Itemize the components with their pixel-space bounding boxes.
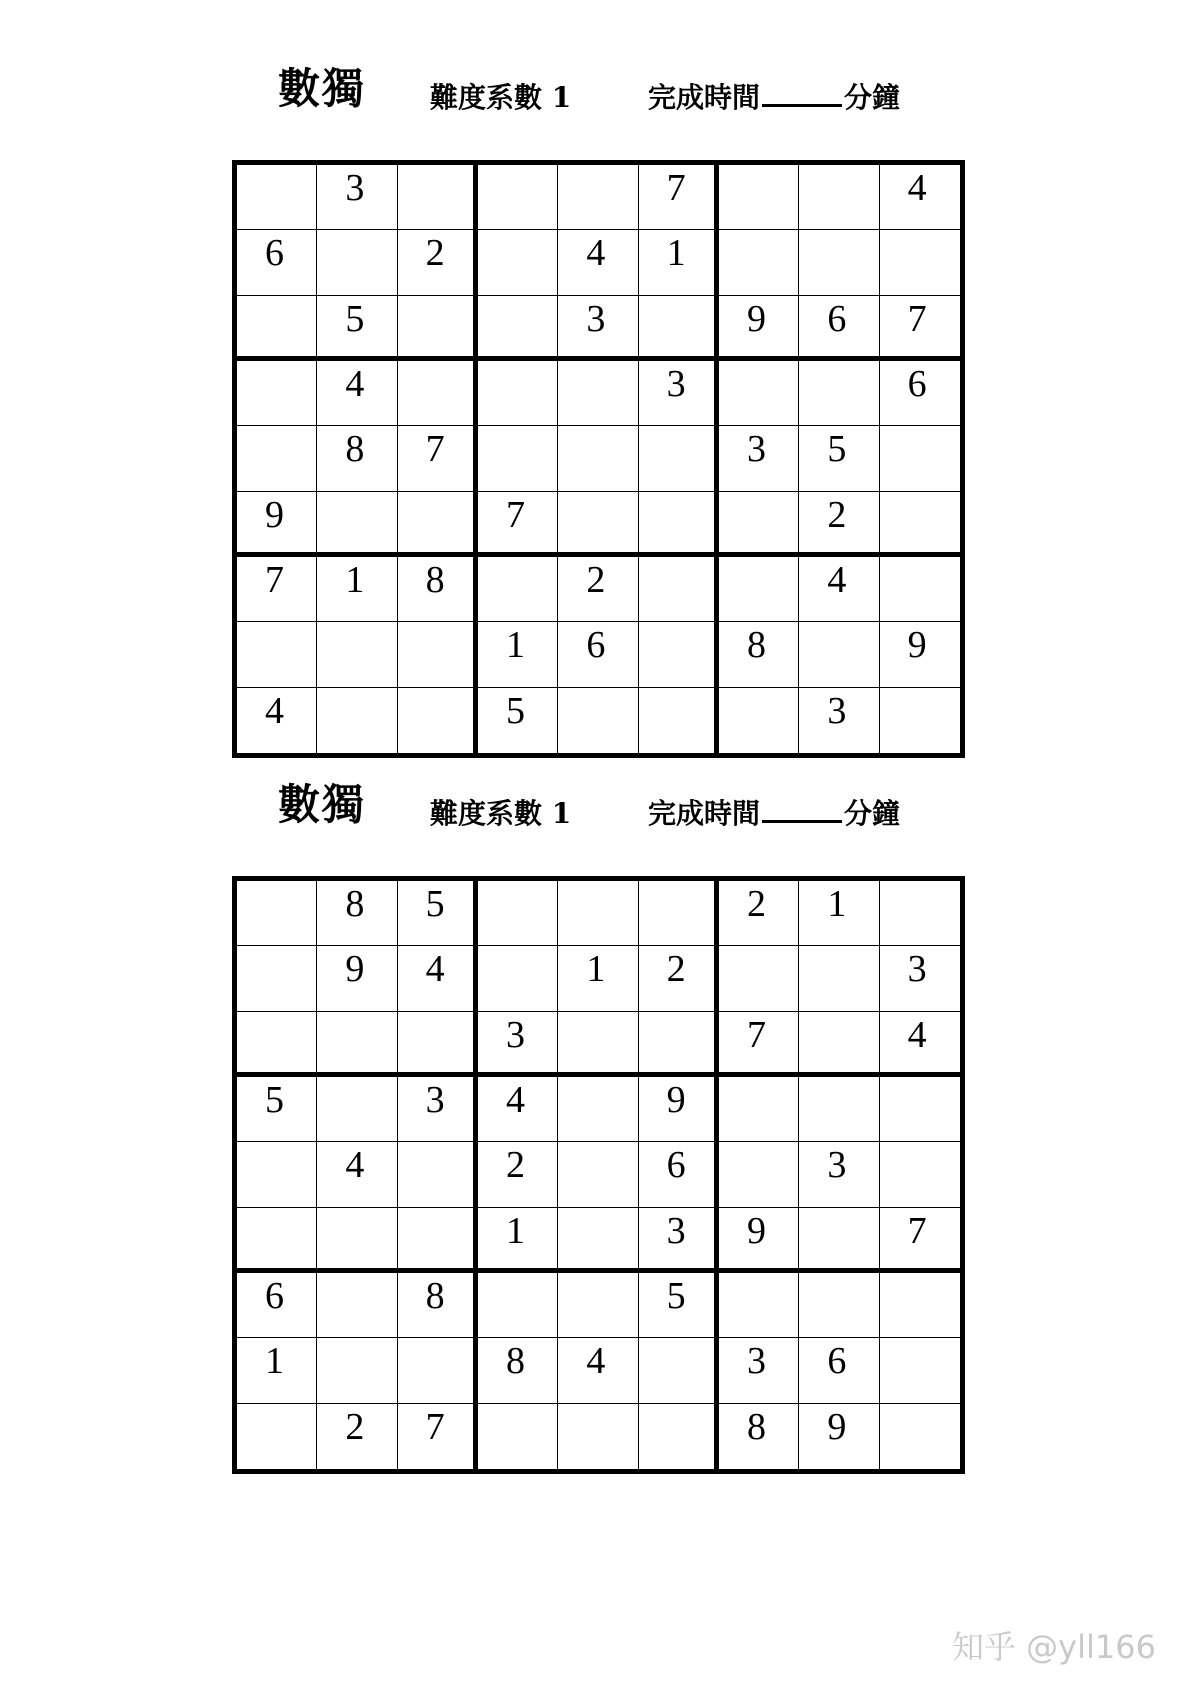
sudoku-cell[interactable] (478, 1012, 558, 1077)
sudoku-grid (232, 160, 965, 758)
sudoku-cell[interactable] (398, 622, 478, 687)
sudoku-cell[interactable] (639, 557, 719, 622)
difficulty-label: 難度系數 1 (430, 81, 572, 114)
sudoku-cell[interactable] (558, 688, 638, 753)
cell-digit: 3 (425, 1079, 445, 1121)
sudoku-cell[interactable] (639, 1338, 719, 1403)
sudoku-cell[interactable] (639, 688, 719, 753)
sudoku-cell[interactable] (639, 361, 719, 426)
sudoku-cell[interactable] (880, 881, 960, 946)
cell-digit: 6 (586, 624, 606, 667)
cell-digit: 9 (666, 1079, 686, 1121)
sudoku-cell[interactable] (719, 688, 799, 753)
sudoku-cell[interactable] (880, 165, 960, 230)
sudoku-cell[interactable] (237, 296, 317, 361)
completion-time-label (648, 792, 900, 832)
sudoku-cell[interactable] (719, 881, 799, 946)
cell-digit: 4 (907, 1013, 927, 1056)
cell-digit: 4 (586, 232, 606, 275)
sudoku-cell[interactable] (719, 1077, 799, 1142)
sudoku-cell[interactable] (317, 557, 397, 622)
sudoku-cell[interactable] (719, 1012, 799, 1077)
sudoku-cell[interactable] (639, 622, 719, 687)
cell-digit: 8 (345, 428, 365, 471)
sudoku-cell[interactable] (558, 426, 638, 491)
time-suffix: 分鐘 (844, 81, 901, 114)
cell-digit: 9 (827, 1405, 847, 1448)
sudoku-cell[interactable] (799, 296, 879, 361)
sudoku-cell[interactable] (558, 165, 638, 230)
sudoku-cell[interactable] (398, 1012, 478, 1077)
sudoku-cell[interactable] (558, 1338, 638, 1403)
sudoku-cell[interactable] (558, 946, 638, 1011)
sudoku-cell[interactable] (398, 688, 478, 753)
sudoku-cell[interactable] (398, 230, 478, 295)
cell-digit: 6 (265, 232, 284, 275)
sudoku-cell[interactable] (317, 296, 397, 361)
cell-digit: 3 (586, 297, 606, 340)
sudoku-cell[interactable] (719, 230, 799, 295)
sudoku-cell[interactable] (398, 1142, 478, 1207)
sudoku-cell[interactable] (719, 1208, 799, 1273)
sudoku-cell[interactable] (799, 1338, 879, 1403)
cell-digit: 8 (425, 1275, 445, 1317)
cell-digit: 7 (425, 1405, 445, 1448)
cell-digit: 3 (827, 689, 847, 732)
cell-digit: 8 (425, 559, 445, 601)
cell-digit: 5 (425, 883, 445, 925)
sudoku-cell[interactable] (799, 557, 879, 622)
time-suffix: 分鐘 (844, 797, 901, 830)
cell-digit: 3 (666, 363, 686, 405)
sudoku-cell[interactable] (317, 492, 397, 557)
cell-digit: 8 (747, 624, 766, 667)
sudoku-grid (232, 876, 965, 1474)
cell-digit: 9 (345, 948, 365, 991)
time-blank-line (762, 794, 842, 823)
sudoku-cell[interactable] (719, 492, 799, 557)
cell-digit: 2 (666, 948, 686, 991)
sudoku-cell[interactable] (558, 361, 638, 426)
sudoku-cell[interactable] (880, 1142, 960, 1207)
sudoku-cell[interactable] (317, 881, 397, 946)
sudoku-cell[interactable] (317, 1273, 397, 1338)
sudoku-cell[interactable] (478, 296, 558, 361)
cell-digit: 3 (747, 1340, 766, 1383)
sudoku-cell[interactable] (478, 1077, 558, 1142)
sudoku-cell[interactable] (398, 165, 478, 230)
sudoku-cell[interactable] (880, 492, 960, 557)
difficulty-label: 難度系數 1 (430, 797, 572, 830)
sudoku-cell[interactable] (237, 426, 317, 491)
puzzle-title: 數獨 (278, 780, 367, 829)
sudoku-cell[interactable] (880, 1077, 960, 1142)
sudoku-cell[interactable] (237, 165, 317, 230)
sudoku-cell[interactable] (799, 361, 879, 426)
sudoku-cell[interactable] (237, 1273, 317, 1338)
cell-digit: 6 (265, 1275, 284, 1317)
sudoku-cell[interactable] (398, 1338, 478, 1403)
sudoku-cell[interactable] (237, 622, 317, 687)
sudoku-cell[interactable] (880, 1404, 960, 1469)
cell-digit: 5 (265, 1079, 284, 1121)
sudoku-cell[interactable] (880, 1338, 960, 1403)
sudoku-cell[interactable] (880, 296, 960, 361)
sudoku-cell[interactable] (719, 361, 799, 426)
cell-digit: 3 (827, 1144, 847, 1187)
sudoku-cell[interactable] (880, 557, 960, 622)
sudoku-cell[interactable] (799, 1273, 879, 1338)
cell-digit: 3 (747, 428, 766, 471)
sudoku-cell[interactable] (317, 361, 397, 426)
cell-digit: 1 (506, 1209, 525, 1252)
cell-digit: 9 (747, 297, 766, 340)
sudoku-cell[interactable] (317, 622, 397, 687)
sudoku-cell[interactable] (317, 1338, 397, 1403)
cell-digit: 4 (425, 948, 445, 991)
sudoku-cell[interactable] (558, 1404, 638, 1469)
sudoku-cell[interactable] (799, 426, 879, 491)
cell-digit: 6 (907, 363, 927, 405)
sudoku-cell[interactable] (478, 165, 558, 230)
sudoku-cell[interactable] (639, 1404, 719, 1469)
sudoku-cell[interactable] (237, 492, 317, 557)
sudoku-cell[interactable] (398, 361, 478, 426)
cell-digit: 6 (827, 1340, 847, 1383)
sudoku-cell[interactable] (317, 1142, 397, 1207)
sudoku-cell[interactable] (478, 426, 558, 491)
sudoku-cell[interactable] (880, 426, 960, 491)
time-prefix: 完成時間 (648, 797, 761, 830)
sudoku-cell[interactable] (558, 1273, 638, 1338)
cell-digit: 4 (827, 559, 847, 601)
sudoku-cell[interactable] (317, 1012, 397, 1077)
cell-digit: 3 (666, 1209, 686, 1252)
sudoku-cell[interactable] (880, 1208, 960, 1273)
cell-digit: 8 (506, 1340, 525, 1383)
sudoku-cell[interactable] (639, 946, 719, 1011)
sudoku-cell[interactable] (799, 622, 879, 687)
time-prefix: 完成時間 (648, 81, 761, 114)
sudoku-cell[interactable] (237, 230, 317, 295)
sudoku-cell[interactable] (880, 1012, 960, 1077)
sudoku-cell[interactable] (639, 1208, 719, 1273)
sudoku-cell[interactable] (558, 492, 638, 557)
sudoku-cell[interactable] (799, 230, 879, 295)
sudoku-cell[interactable] (398, 1208, 478, 1273)
cell-digit: 6 (666, 1144, 686, 1187)
sudoku-cell[interactable] (719, 1338, 799, 1403)
sudoku-cell[interactable] (478, 622, 558, 687)
sudoku-cell[interactable] (237, 881, 317, 946)
cell-digit: 2 (586, 559, 606, 601)
sudoku-cell[interactable] (639, 165, 719, 230)
cell-digit: 7 (907, 297, 927, 340)
cell-digit: 7 (666, 167, 686, 209)
sudoku-cell[interactable] (639, 881, 719, 946)
sudoku-cell[interactable] (799, 1404, 879, 1469)
sudoku-cell[interactable] (398, 1404, 478, 1469)
sudoku-cell[interactable] (317, 165, 397, 230)
cell-digit: 4 (265, 689, 284, 732)
cell-digit: 1 (265, 1340, 284, 1383)
sudoku-cell[interactable] (880, 361, 960, 426)
cell-digit: 7 (265, 559, 284, 601)
sudoku-cell[interactable] (799, 1208, 879, 1273)
cell-digit: 3 (345, 167, 365, 209)
cell-digit: 5 (345, 297, 365, 340)
cell-digit: 5 (506, 689, 525, 732)
cell-digit: 4 (907, 167, 927, 209)
cell-digit: 4 (345, 363, 365, 405)
sudoku-cell[interactable] (398, 492, 478, 557)
cell-digit: 1 (586, 948, 606, 991)
sudoku-cell[interactable] (478, 492, 558, 557)
sudoku-cell[interactable] (880, 946, 960, 1011)
cell-digit: 1 (506, 624, 525, 667)
sudoku-cell[interactable] (398, 946, 478, 1011)
cell-digit: 2 (425, 232, 445, 275)
watermark: 知乎 @yll166 (952, 1628, 1156, 1666)
cell-digit: 4 (586, 1340, 606, 1383)
sudoku-cell[interactable] (317, 946, 397, 1011)
cell-digit: 9 (907, 624, 927, 667)
sudoku-cell[interactable] (317, 1208, 397, 1273)
sudoku-cell[interactable] (478, 1142, 558, 1207)
sudoku-cell[interactable] (398, 881, 478, 946)
sudoku-cell[interactable] (558, 557, 638, 622)
cell-digit: 2 (345, 1405, 365, 1448)
cell-digit: 5 (827, 428, 847, 471)
sudoku-cell[interactable] (398, 1273, 478, 1338)
sudoku-cell[interactable] (719, 622, 799, 687)
cell-digit: 8 (345, 883, 365, 925)
sudoku-cell[interactable] (558, 1077, 638, 1142)
sudoku-cell[interactable] (799, 946, 879, 1011)
sudoku-cell[interactable] (719, 1142, 799, 1207)
sudoku-cell[interactable] (237, 1142, 317, 1207)
sudoku-cell[interactable] (639, 1273, 719, 1338)
cell-digit: 7 (747, 1013, 766, 1056)
sudoku-cell[interactable] (719, 165, 799, 230)
cell-digit: 9 (747, 1209, 766, 1252)
sudoku-cell[interactable] (558, 1012, 638, 1077)
cell-digit: 8 (747, 1405, 766, 1448)
sudoku-cell[interactable] (237, 946, 317, 1011)
cell-digit: 7 (907, 1209, 927, 1252)
sudoku-cell[interactable] (558, 622, 638, 687)
sudoku-cell[interactable] (639, 426, 719, 491)
sudoku-cell[interactable] (317, 230, 397, 295)
sudoku-cell[interactable] (478, 1273, 558, 1338)
sudoku-cell[interactable] (799, 881, 879, 946)
sudoku-cell[interactable] (639, 296, 719, 361)
sudoku-cell[interactable] (237, 1012, 317, 1077)
cell-digit: 5 (666, 1275, 686, 1317)
cell-digit: 1 (345, 559, 365, 601)
sudoku-cell[interactable] (237, 1338, 317, 1403)
sudoku-cell[interactable] (799, 688, 879, 753)
sudoku-cell[interactable] (237, 361, 317, 426)
cell-digit: 1 (666, 232, 686, 275)
sudoku-cell[interactable] (880, 622, 960, 687)
cell-digit: 2 (827, 493, 847, 536)
cell-digit: 4 (506, 1079, 525, 1121)
sudoku-cell[interactable] (799, 1142, 879, 1207)
sudoku-cell[interactable] (719, 296, 799, 361)
sudoku-cell[interactable] (237, 1208, 317, 1273)
cell-digit: 2 (747, 883, 766, 925)
sudoku-cell[interactable] (639, 1012, 719, 1077)
sudoku-cell[interactable] (478, 1404, 558, 1469)
sudoku-cell[interactable] (478, 881, 558, 946)
sudoku-cell[interactable] (317, 426, 397, 491)
time-blank-line (762, 78, 842, 107)
sudoku-cell[interactable] (478, 361, 558, 426)
puzzle-title: 數獨 (278, 64, 367, 113)
sudoku-cell[interactable] (237, 688, 317, 753)
cell-digit: 4 (345, 1144, 365, 1187)
sudoku-cell[interactable] (478, 557, 558, 622)
sudoku-cell[interactable] (719, 1404, 799, 1469)
cell-digit: 7 (425, 428, 445, 471)
cell-digit: 6 (827, 297, 847, 340)
sudoku-cell[interactable] (478, 688, 558, 753)
sudoku-cell[interactable] (317, 1077, 397, 1142)
sudoku-cell[interactable] (719, 946, 799, 1011)
sudoku-cell[interactable] (558, 1142, 638, 1207)
sudoku-cell[interactable] (398, 557, 478, 622)
sudoku-cell[interactable] (719, 557, 799, 622)
sudoku-cell[interactable] (317, 1404, 397, 1469)
cell-digit: 7 (506, 493, 525, 536)
sudoku-cell[interactable] (317, 688, 397, 753)
cell-digit: 9 (265, 493, 284, 536)
cell-digit: 1 (827, 883, 847, 925)
sudoku-cell[interactable] (719, 1273, 799, 1338)
sudoku-cell[interactable] (639, 1077, 719, 1142)
sudoku-cell[interactable] (799, 1077, 879, 1142)
sudoku-cell[interactable] (237, 1404, 317, 1469)
cell-digit: 3 (907, 948, 927, 991)
cell-digit: 2 (506, 1144, 525, 1187)
sudoku-cell[interactable] (558, 881, 638, 946)
sudoku-cell[interactable] (639, 492, 719, 557)
sudoku-cell[interactable] (478, 230, 558, 295)
sudoku-cell[interactable] (558, 1208, 638, 1273)
sudoku-cell[interactable] (398, 1077, 478, 1142)
sudoku-cell[interactable] (398, 296, 478, 361)
sudoku-cell[interactable] (799, 165, 879, 230)
sudoku-cell[interactable] (880, 688, 960, 753)
sudoku-cell[interactable] (639, 230, 719, 295)
sudoku-cell[interactable] (880, 230, 960, 295)
sudoku-cell[interactable] (237, 1077, 317, 1142)
cell-digit: 3 (506, 1013, 525, 1056)
sudoku-cell[interactable] (558, 230, 638, 295)
sudoku-cell[interactable] (880, 1273, 960, 1338)
sudoku-cell[interactable] (478, 1208, 558, 1273)
sudoku-cell[interactable] (719, 426, 799, 491)
sudoku-cell[interactable] (799, 1012, 879, 1077)
sudoku-cell[interactable] (558, 296, 638, 361)
sudoku-cell[interactable] (398, 426, 478, 491)
sudoku-cell[interactable] (478, 946, 558, 1011)
completion-time-label (648, 76, 900, 116)
sudoku-cell[interactable] (478, 1338, 558, 1403)
sudoku-cell[interactable] (639, 1142, 719, 1207)
sudoku-cell[interactable] (799, 492, 879, 557)
sudoku-cell[interactable] (237, 557, 317, 622)
